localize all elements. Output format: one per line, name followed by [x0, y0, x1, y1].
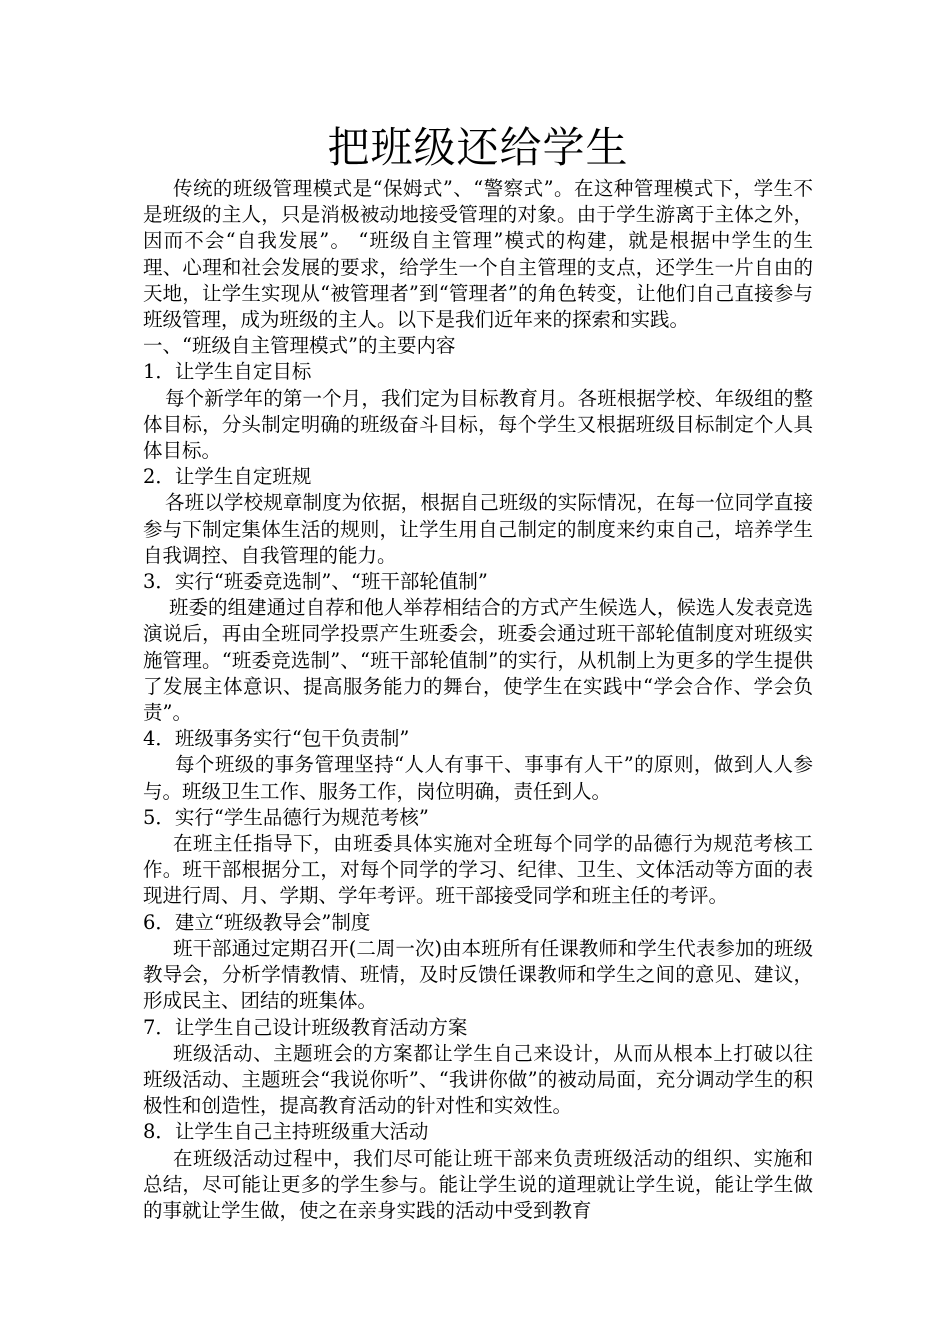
document-page — [143, 118, 813, 1224]
document-body — [143, 176, 813, 1224]
item-heading-6: 6．建立“班级教导会”制度 — [143, 910, 371, 934]
section-heading: 一、“班级自主管理模式”的主要内容 — [143, 334, 456, 358]
item-heading-7: 7．让学生自己设计班级教育活动方案 — [143, 1015, 468, 1039]
item-body-3: 班委的组建通过自荐和他人举荐相结合的方式产生候选人，候选人发表竞选演说后，再由全班同学投票产生班委会，班委会通过班干部轮值制度对班级实施管理。“班委竞选制”、“班干部轮值制”的实行，从机制上为更多的学生提供了发展主体意识、提高服务能力的舞台，使学生在实践中“学会合作、学会负责”。 — [143, 596, 813, 725]
item-heading-8: 8．让学生自己主持班级重大活动 — [143, 1120, 429, 1144]
item-body-2: 各班以学校规章制度为依据，根据自己班级的实际情况，在每一位同学直接参与下制定集体生活的规则，让学生用自己制定的制度来约束自己，培养学生自我调控、自我管理的能力。 — [143, 491, 813, 567]
item-body-4: 每个班级的事务管理坚持“人人有事干、事事有人干”的原则，做到人人参与。班级卫生工作、服务工作，岗位明确，责任到人。 — [143, 753, 813, 803]
item-heading-1: 1．让学生自定目标 — [143, 360, 312, 384]
intro-paragraph: 传统的班级管理模式是“保姆式”、“警察式”。在这种管理模式下，学生不是班级的主人，只是消极被动地接受管理的对象。由于学生游离于主体之外，因而不会“自我发展”。 “班级自主管理”模式的构建，就是根据中学生的生理、心理和社会发展的要求，给学生一个自主管理的支点，还学生一片自由的天地，让学生实现从“被管理者”到“管理者”的角色转变，让他们自己直接参与班级管理，成为班级的主人。以下是我们近年来的探索和实践。 — [143, 177, 813, 332]
item-body-1: 每个新学年的第一个月，我们定为目标教育月。各班根据学校、年级组的整体目标，分头制定明确的班级奋斗目标，每个学生又根据班级目标制定个人具体目标。 — [143, 386, 813, 463]
document-title: 把班级还给学生 — [327, 123, 629, 172]
item-body-7: 班级活动、主题班会的方案都让学生自己来设计，从而从根本上打破以往班级活动、主题班会“我说你听”、“我讲你做”的被动局面，充分调动学生的积极性和创造性，提高教育活动的针对性和实效性。 — [143, 1041, 813, 1118]
item-heading-2: 2．让学生自定班规 — [143, 465, 312, 489]
item-heading-4: 4．班级事务实行“包干负责制” — [143, 727, 410, 751]
item-body-8: 在班级活动过程中，我们尽可能让班干部来负责班级活动的组织、实施和总结，尽可能让更多的学生参与。能让学生说的道理就让学生说，能让学生做的事就让学生做，使之在亲身实践的活动中受到教育 — [143, 1146, 813, 1222]
item-heading-3: 3．实行“班委竞选制”、“班干部轮值制” — [143, 570, 488, 594]
item-body-6: 班干部通过定期召开(二周一次)由本班所有任课教师和学生代表参加的班级教导会，分析学情教情、班情，及时反馈任课教师和学生之间的意见、建议，形成民主、团结的班集体。 — [143, 936, 813, 1013]
item-body-5: 在班主任指导下，由班委具体实施对全班每个同学的品德行为规范考核工作。班干部根据分工，对每个同学的学习、纪律、卫生、文体活动等方面的表现进行周、月、学期、学年考评。班干部接受同学和班主任的考评。 — [143, 832, 813, 908]
item-heading-5: 5．实行“学生品德行为规范考核” — [143, 805, 429, 829]
